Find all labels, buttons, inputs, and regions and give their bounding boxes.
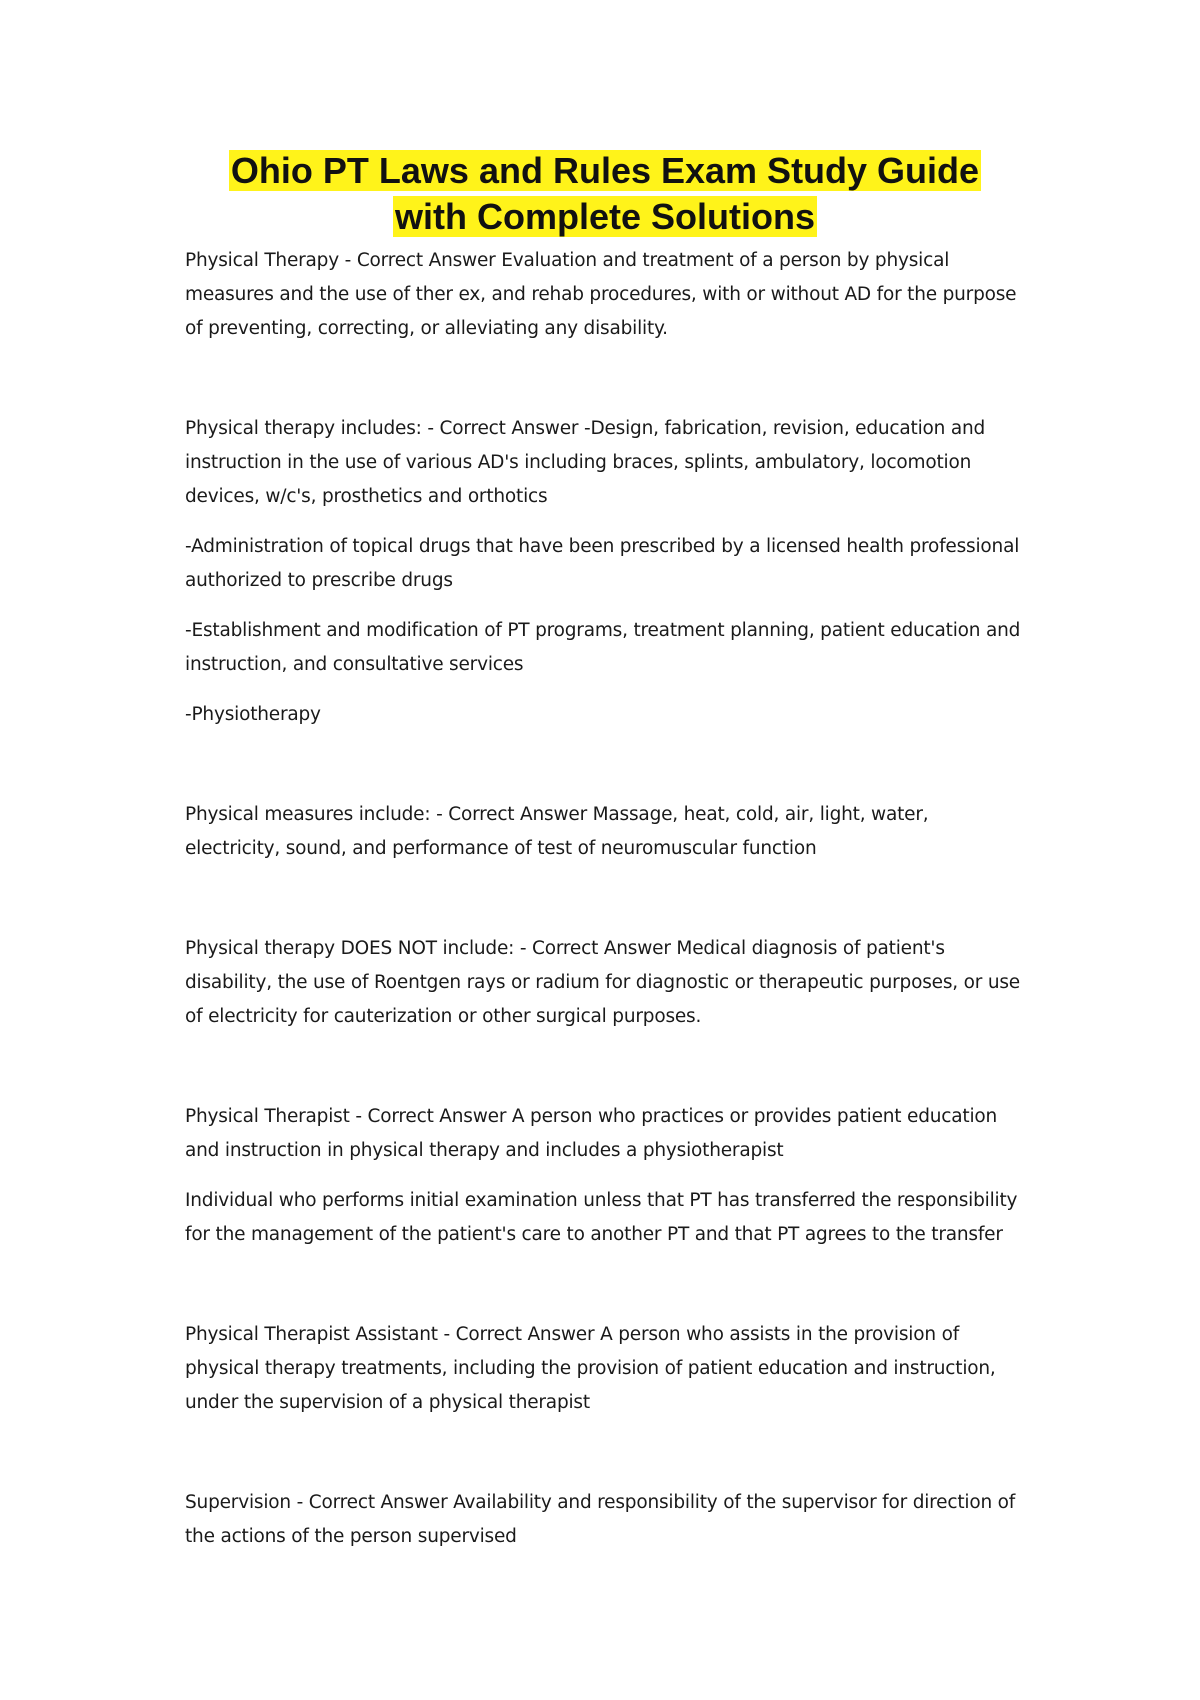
title-line-1: Ohio PT Laws and Rules Exam Study Guide <box>230 150 980 191</box>
entry-paragraph: Physical measures include: - Correct Answer Massage, heat, cold, air, light, water, electricity, sound, and performance of test of neuromuscular function <box>185 804 929 859</box>
entry-pt-does-not-include <box>185 932 1025 1034</box>
entry-physical-therapy <box>185 244 1025 346</box>
document-title <box>185 148 1025 240</box>
entry-paragraph: Individual who performs initial examination unless that PT has transferred the responsibility for the management of the patient's care to another PT and that PT agrees to the transfer <box>185 1190 1018 1245</box>
entry-paragraph: -Establishment and modification of PT programs, treatment planning, patient education and instruction, and consultative services <box>185 620 1021 675</box>
entry-supervision <box>185 1486 1025 1554</box>
entry-paragraph: Physical Therapy - Correct Answer Evaluation and treatment of a person by physical measures and the use of ther ex, and rehab procedures, with or without AD for the purpose of preventing, correcting, or alleviating any disability. <box>185 250 1017 339</box>
entry-physical-therapist <box>185 1100 1025 1252</box>
entry-paragraph: Physical therapy includes: - Correct Answer -Design, fabrication, revision, education and instruction in the use of various AD's including braces, splints, ambulatory, locomotion devices, w/c's, prosthetics and orthotics <box>185 418 986 507</box>
entry-paragraph: Physical therapy DOES NOT include: - Correct Answer Medical diagnosis of patient's disability, the use of Roentgen rays or radium for diagnostic or therapeutic purposes, or use of electricity for cauterization or other surgical purposes. <box>185 938 1020 1027</box>
entry-physical-measures <box>185 798 1025 866</box>
entry-paragraph: -Administration of topical drugs that have been prescribed by a licensed health professional authorized to prescribe drugs <box>185 536 1020 591</box>
entry-paragraph: Physical Therapist Assistant - Correct Answer A person who assists in the provision of physical therapy treatments, including the provision of patient education and instruction, under the supervision of a physical therapist <box>185 1324 996 1413</box>
entry-physical-therapy-includes <box>185 412 1025 732</box>
title-line-2: with Complete Solutions <box>395 196 815 237</box>
entry-paragraph: Physical Therapist - Correct Answer A person who practices or provides patient education and instruction in physical therapy and includes a physiotherapist <box>185 1106 998 1161</box>
entry-pt-assistant <box>185 1318 1025 1420</box>
entry-paragraph: Supervision - Correct Answer Availability and responsibility of the supervisor for direction of the actions of the person supervised <box>185 1492 1016 1547</box>
entry-paragraph: -Physiotherapy <box>185 704 321 725</box>
document-page <box>185 148 1025 1620</box>
